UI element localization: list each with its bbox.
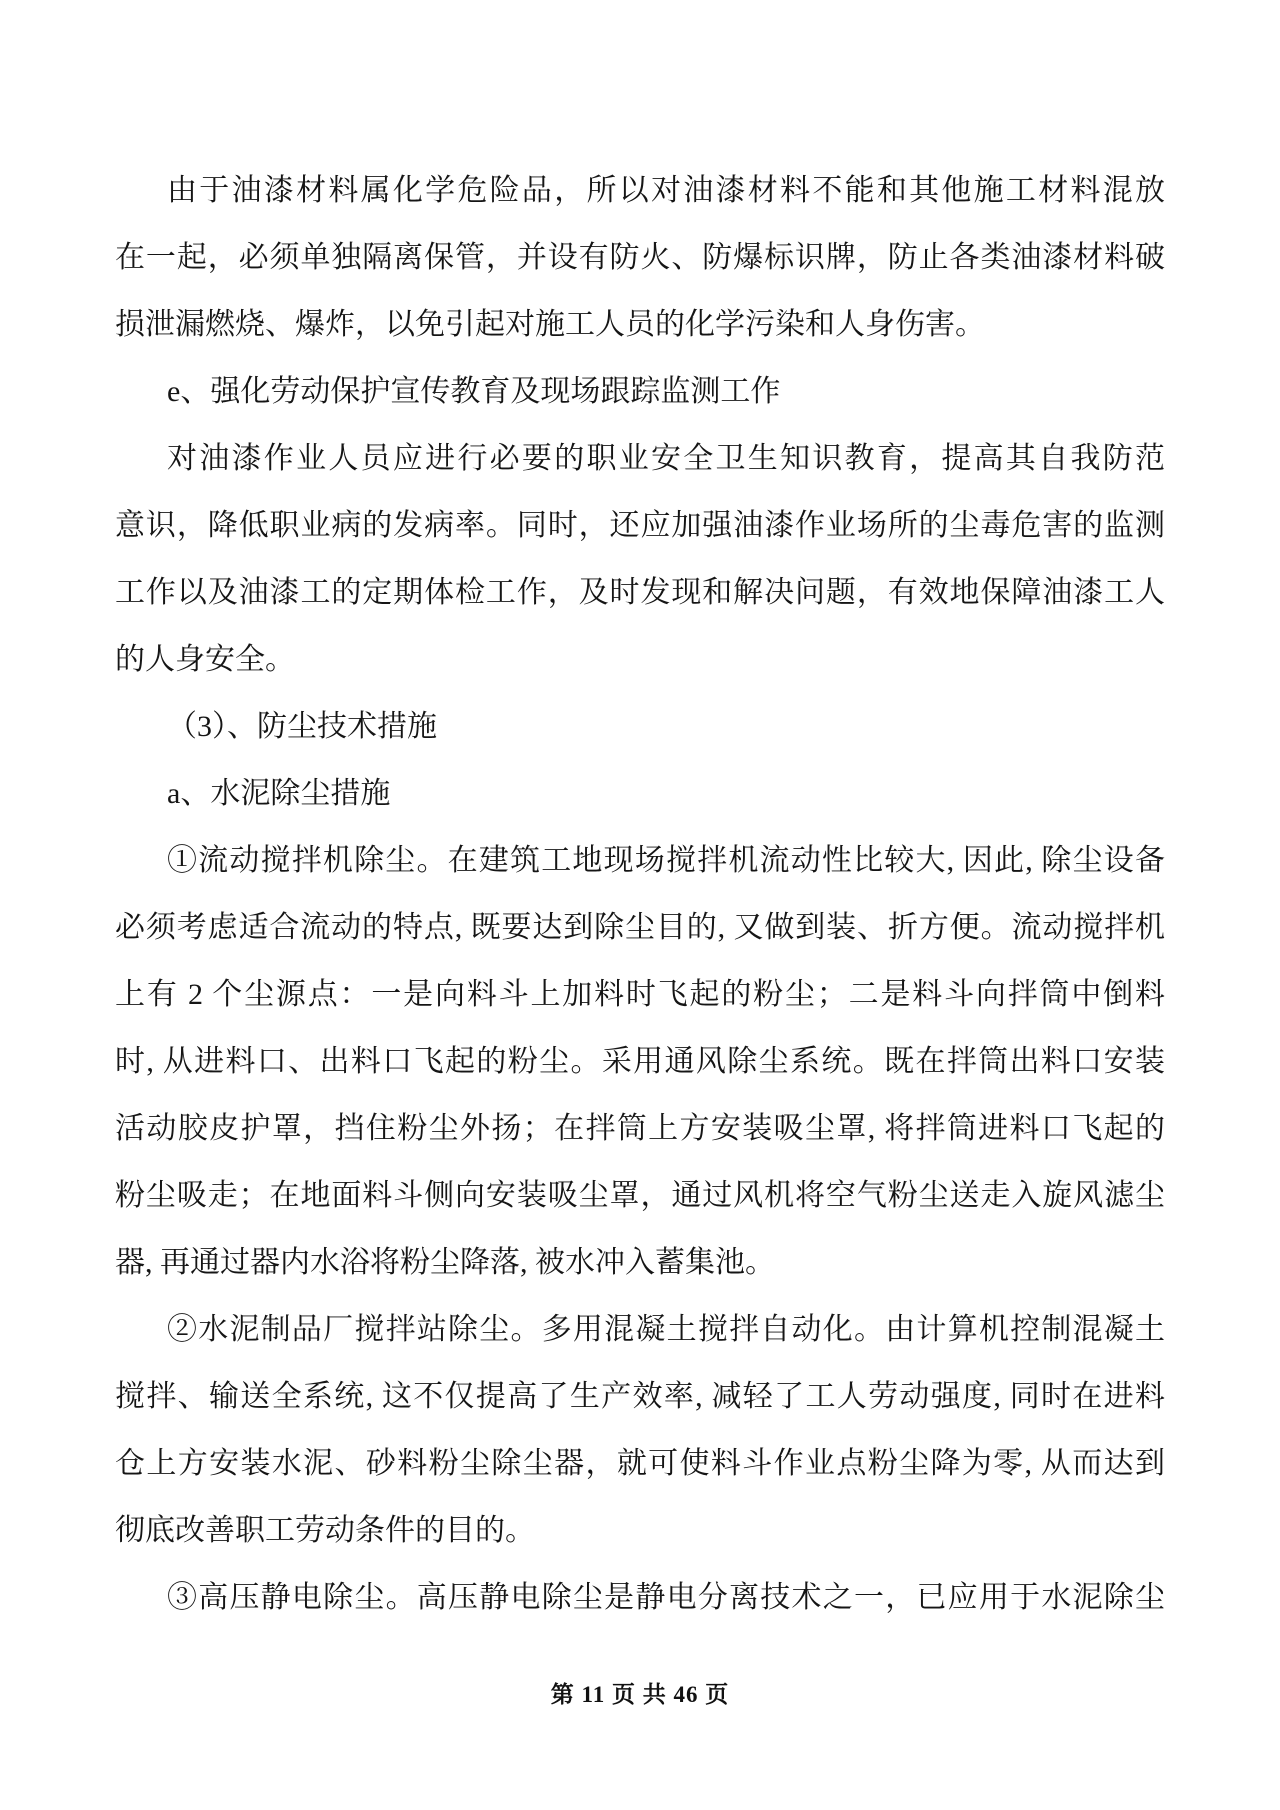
text-line: 粉尘吸走；在地面料斗侧向安装吸尘罩，通过风机将空气粉尘送走入旋风滤尘: [115, 1179, 1165, 1212]
page-number-footer: 第 11 页 共 46 页: [550, 1682, 730, 1707]
text-line: 意识，降低职业病的发病率。同时，还应加强油漆作业场所的尘毒危害的监测: [115, 509, 1165, 542]
text-line: 搅拌、输送全系统, 这不仅提高了生产效率, 减轻了工人劳动强度, 同时在进料: [115, 1380, 1165, 1413]
section-heading-e: e、强化劳动保护宣传教育及现场跟踪监测工作: [167, 375, 781, 408]
text-line: ③高压静电除尘。高压静电除尘是静电分离技术之一，已应用于水泥除尘: [167, 1581, 1165, 1614]
text-line: 的人身安全。: [115, 643, 295, 676]
text-line: 上有 2 个尘源点：一是向料斗上加料时飞起的粉尘；二是料斗向拌筒中倒料: [115, 978, 1165, 1011]
text-line: 由于油漆材料属化学危险品，所以对油漆材料不能和其他施工材料混放: [167, 174, 1165, 207]
document-body: [115, 157, 1165, 1631]
text-line: 器, 再通过器内水浴将粉尘降落, 被水冲入蓄集池。: [115, 1246, 775, 1279]
text-line: 必须考虑适合流动的特点, 既要达到除尘目的, 又做到装、折方便。流动搅拌机: [115, 911, 1165, 944]
text-line: 对油漆作业人员应进行必要的职业安全卫生知识教育，提高其自我防范: [167, 442, 1165, 475]
text-line: ②水泥制品厂搅拌站除尘。多用混凝土搅拌自动化。由计算机控制混凝土: [167, 1313, 1165, 1346]
section-heading-3: （3）、防尘技术措施: [167, 710, 437, 743]
text-line: 损泄漏燃烧、爆炸，以免引起对施工人员的化学污染和人身伤害。: [115, 308, 985, 341]
text-line: 彻底改善职工劳动条件的目的。: [115, 1514, 535, 1547]
section-heading-a: a、水泥除尘措施: [167, 777, 391, 810]
text-line: 时, 从进料口、出料口飞起的粉尘。采用通风除尘系统。既在拌筒出料口安装: [115, 1045, 1165, 1078]
text-line: 仓上方安装水泥、砂料粉尘除尘器，就可使料斗作业点粉尘降为零, 从而达到: [115, 1447, 1165, 1480]
text-line: 活动胶皮护罩，挡住粉尘外扬；在拌筒上方安装吸尘罩, 将拌筒进料口飞起的: [115, 1112, 1165, 1145]
text-line: 在一起，必须单独隔离保管，并设有防火、防爆标识牌，防止各类油漆材料破: [115, 241, 1165, 274]
text-line: ①流动搅拌机除尘。在建筑工地现场搅拌机流动性比较大, 因此, 除尘设备: [167, 844, 1165, 877]
text-line: 工作以及油漆工的定期体检工作，及时发现和解决问题，有效地保障油漆工人: [115, 576, 1165, 609]
